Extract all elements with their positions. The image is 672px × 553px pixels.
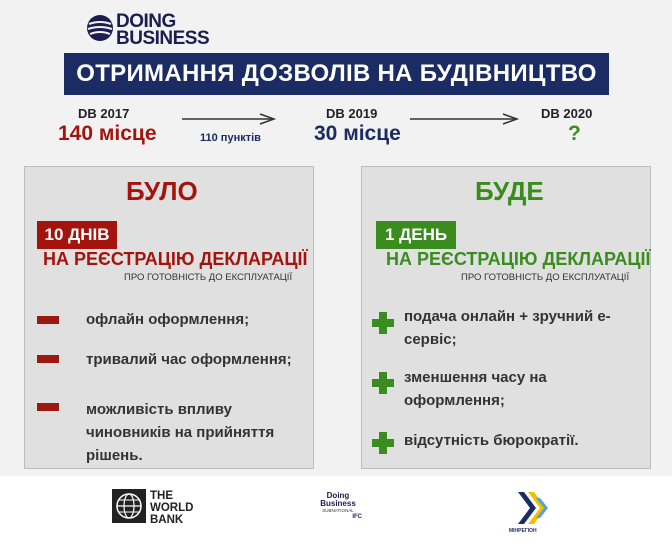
after-badge: 1 ДЕНЬ — [376, 221, 456, 249]
ranking-label-2019: DB 2019 — [326, 106, 378, 121]
world-bank-line-3: BANK — [150, 514, 184, 526]
page-title: ОТРИМАННЯ ДОЗВОЛІВ НА БУДІВНИЦТВО — [64, 53, 609, 95]
world-bank-line-1: THE — [150, 490, 173, 502]
world-bank-line-2: WORLD — [150, 502, 194, 514]
before-title: БУЛО — [126, 176, 198, 206]
improvement-points: 110 пунктів — [200, 132, 261, 144]
minregion-logo-icon — [514, 488, 552, 528]
brand-line-1: DOING — [116, 11, 176, 32]
before-item-2: тривалий час оформлення; — [86, 351, 292, 368]
dbs-line-2: Business — [320, 499, 356, 508]
after-headline: НА РЕЄСТРАЦІЮ ДЕКЛАРАЦІЇ — [386, 249, 651, 269]
after-item-3: відсутність бюрократії. — [404, 432, 579, 449]
minus-icon — [37, 355, 59, 363]
ranking-value-2019: 30 місце — [314, 122, 401, 145]
ranking-value-2020: ? — [568, 122, 581, 145]
ranking-value-2017: 140 місце — [58, 122, 157, 145]
ranking-label-2017: DB 2017 — [78, 106, 130, 121]
after-subline: ПРО ГОТОВНІСТЬ ДО ЕКСПЛУАТАЦІЇ — [461, 272, 630, 283]
before-subline: ПРО ГОТОВНІСТЬ ДО ЕКСПЛУАТАЦІЇ — [124, 272, 293, 283]
minus-icon — [37, 403, 59, 411]
plus-icon — [372, 372, 394, 394]
ifc-label: IFC — [352, 514, 362, 520]
world-bank-logo-icon — [112, 489, 146, 523]
after-item-1: подача онлайн + зручний е-сервіс; — [404, 308, 611, 348]
before-headline: НА РЕЄСТРАЦІЮ ДЕКЛАРАЦІЇ — [43, 249, 308, 269]
after-title: БУДЕ — [475, 176, 544, 206]
plus-icon — [372, 432, 394, 454]
before-item-3: можливість впливу чиновників на прийняття рішень. — [86, 401, 275, 464]
world-bank-name — [150, 490, 193, 526]
before-item-1: офлайн оформлення; — [86, 311, 250, 328]
arrow-icon — [410, 113, 520, 125]
arrow-icon — [182, 113, 277, 125]
dbs-line-1: Doing — [326, 491, 350, 500]
ranking-label-2020: DB 2020 — [541, 106, 593, 121]
plus-icon — [372, 312, 394, 334]
after-item-2: зменшення часу на оформлення; — [404, 369, 547, 409]
minus-icon — [37, 316, 59, 324]
brand-line-2: BUSINESS — [116, 28, 210, 49]
minregion-label: МІНРЕГІОН — [509, 528, 537, 534]
before-badge: 10 ДНІВ — [37, 221, 117, 249]
globe-icon — [86, 14, 114, 42]
dbs-line-3: SUBNATIONAL — [322, 508, 354, 513]
doing-business-subnational-logo — [308, 492, 368, 520]
doing-business-logo — [86, 8, 216, 48]
